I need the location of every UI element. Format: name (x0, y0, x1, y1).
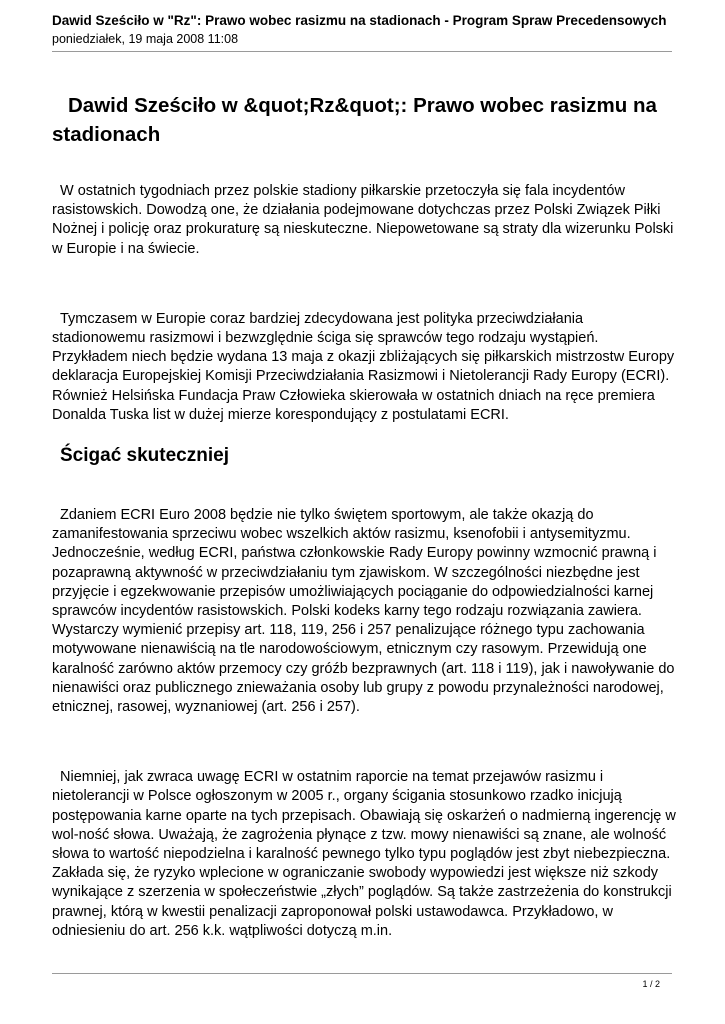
page-number: 1 / 2 (642, 979, 660, 989)
article-body (52, 91, 677, 941)
article-paragraph: Niemniej, jak zwraca uwagę ECRI w ostatnim raporcie na temat przejawów rasizmu i nietolerancji w Polsce ogłoszonym w 2005 r., organy ścigania stosunkowo rzadko inicjują postępowania karne oparte na tych przepisach. Obawiają się oskarżeń o nadmierną ingerencję w wol-ność słowa. Uważają, że zagrożenia płynące z tzw. mowy nienawiści są znane, ale wolność słowa to wartość niepodzielna i karalność pewnego tylko typu poglądów jest zbyt niebezpieczna. Zakłada się, że ryzyko wplecione w ograniczanie swobody wypowiedzi jest większe niż szkody wynikające z szerzenia w społeczeństwie „złych” poglądów. Są także zastrzeżenia do konstrukcji prawnej, którą w kwestii penalizacji zaproponował polski ustawodawca. Przykładowo, w odniesieniu do art. 256 k.k. wątpliwości dotyczą m.in. (52, 769, 676, 939)
page-header (52, 12, 672, 48)
header-title: Dawid Sześciło w "Rz": Prawo wobec rasizmu na stadionach - Program Spraw Precedensowych (52, 13, 667, 28)
section-heading: Ścigać skuteczniej (60, 445, 229, 467)
article-paragraph: W ostatnich tygodniach przez polskie stadiony piłkarskie przetoczyła się fala incydentów rasistowskich. Dowodzą one, że działania podejmowane dotychczas przez Polski Związek Piłki Nożnej i policję oraz prokuraturę są nieskuteczne. Niepowetowane są straty dla wizerunku Polski w Europie i na świecie. (52, 183, 674, 257)
header-divider (52, 51, 672, 52)
footer-divider (52, 973, 672, 974)
article-paragraph: Tymczasem w Europie coraz bardziej zdecydowana jest polityka przeciwdziałania stadionowemu rasizmowi i bezwzględnie ściga się sprawców tego rodzaju wystąpień. Przykładem niech będzie wydana 13 maja z okazji zbliżających się piłkarskich mistrzostw Europy deklaracja Europejskiej Komisji Przeciwdziałania Rasizmowi i Nietolerancji Rady Europy (ECRI). Również Helsińska Fundacja Praw Człowieka skierowała w ostatnich dniach na ręce premiera Donalda Tuska list w dużej mierze korespondujący z postulatami ECRI. (52, 310, 675, 423)
article-paragraph: Zdaniem ECRI Euro 2008 będzie nie tylko świętem sportowym, ale także okazją do zamanifestowania sprzeciwu wobec wszelkich aktów rasizmu, ksenofobii i antysemityzmu. Jednocześnie, według ECRI, państwa członkowskie Rady Europy powinny wzmocnić prawną i pozaprawną aktywność w przeciwdziałaniu tym zjawiskom. W szczególności niezbędne jest przyjęcie i egzekwowanie przepisów umożliwiających pociąganie do odpowiedzialności karnej sprawców incydentów rasistowskich. Polski kodeks karny tego rodzaju rozwiązania zawiera. Wystarczy wymienić przepisy art. 118, 119, 256 i 257 penalizujące różnego typu zachowania motywowane nienawiścią na tle narodowościowym, etnicznym czy rasowym. Przewidują one karalność zarówno aktów przemocy czy gróźb bezprawnych (art. 118 i 119), jak i nawoływanie do nienawiści oraz publicznego znieważania osoby lub grupy z powodu przynależności narodowej, etnicznej, rasowej, wyznaniowej (art. 256 i 257). (52, 507, 675, 716)
header-date: poniedziałek, 19 maja 2008 11:08 (52, 32, 239, 46)
article-title: Dawid Sześciło w &quot;Rz&quot;: Prawo wobec rasizmu na stadionach (52, 94, 657, 146)
